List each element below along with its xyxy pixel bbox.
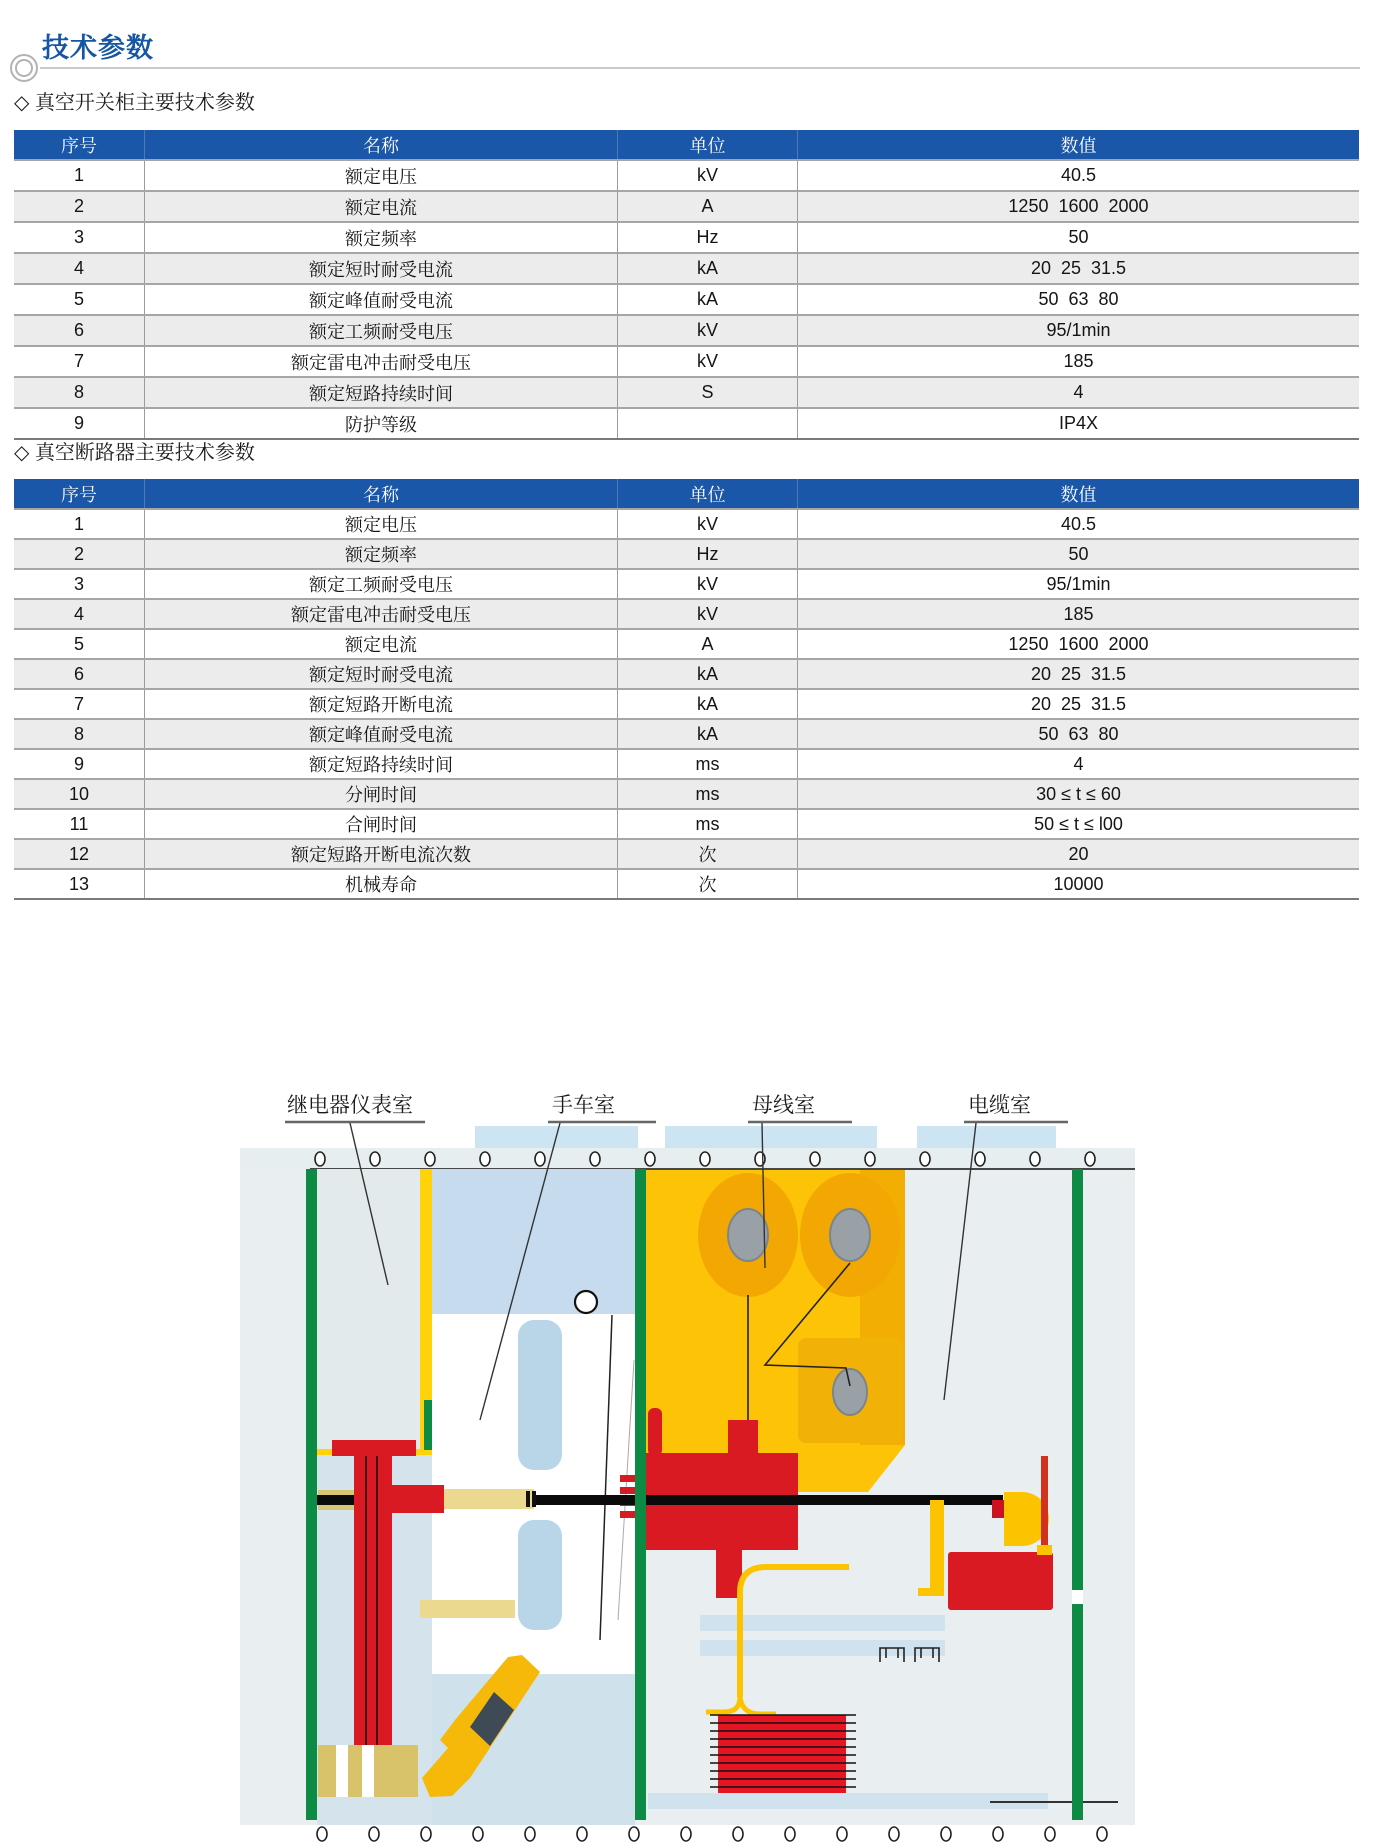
column-header: 序号 [14,479,145,509]
table-cell: 1250 1600 2000 [798,629,1360,659]
svg-text:母线室: 母线室 [752,1094,815,1117]
table-cell: 10 [14,779,145,809]
bottom-bolt-row [317,1827,1107,1841]
table-row [14,222,1359,253]
table-cell: 20 25 31.5 [798,253,1360,284]
svg-text:电缆室: 电缆室 [968,1094,1031,1117]
table-cell: kV [618,599,798,629]
table-cell: 3 [14,222,145,253]
table-cell: 50 ≤ t ≤ l00 [798,809,1360,839]
table-row [14,779,1359,809]
table-cell: 20 [798,839,1360,869]
table-cell: 185 [798,346,1360,377]
table-cell: 2 [14,539,145,569]
table-cell: A [618,191,798,222]
table-cell: 5 [14,284,145,315]
table-cell: kA [618,284,798,315]
table-cell: S [618,377,798,408]
section-heading-switchgear: ◇ 真空开关柜主要技术参数 [14,92,255,114]
table-row [14,869,1359,899]
table-row [14,539,1359,569]
table-row [14,315,1359,346]
table-cell: 额定电压 [145,160,618,191]
table-cell: 次 [618,839,798,869]
table-cell: 50 63 80 [798,719,1360,749]
table-cell: 6 [14,315,145,346]
table-cell: 2 [14,191,145,222]
table-row [14,160,1359,191]
busbar-bushing-1 [698,1173,798,1297]
table-cell: 13 [14,869,145,899]
table-cell: kV [618,315,798,346]
table-row [14,191,1359,222]
table-cell: kA [618,659,798,689]
table-row [14,346,1359,377]
table-cell: 5 [14,629,145,659]
table-cell: 额定雷电冲击耐受电压 [145,346,618,377]
ring-decoration-inner-icon [15,59,33,77]
table-cell: Hz [618,222,798,253]
table-row [14,377,1359,408]
table-cell: kA [618,253,798,284]
table-cell: ms [618,749,798,779]
table-cell: IP4X [798,408,1360,439]
table-cell: kV [618,160,798,191]
table-cell: 20 25 31.5 [798,689,1360,719]
switchgear-params-table [14,130,1359,440]
table-row [14,749,1359,779]
table-cell: Hz [618,539,798,569]
table-cell: 95/1min [798,569,1360,599]
table-cell: 20 25 31.5 [798,659,1360,689]
table-cell: 1250 1600 2000 [798,191,1360,222]
table-cell: 额定频率 [145,539,618,569]
section-heading-breaker: ◇ 真空断路器主要技术参数 [14,442,255,464]
table-row [14,659,1359,689]
handcart-port-hole [575,1291,597,1313]
table-cell: 12 [14,839,145,869]
table-cell: 额定短时耐受电流 [145,253,618,284]
table-cell: 4 [14,253,145,284]
busbar-compartment [646,1170,905,1492]
table-cell: 8 [14,719,145,749]
table-cell: 额定频率 [145,222,618,253]
table-cell: 50 [798,539,1360,569]
table-row [14,839,1359,869]
table-cell: 50 63 80 [798,284,1360,315]
table-cell: 额定短路开断电流 [145,689,618,719]
table-header-row [14,479,1359,509]
table-row [14,569,1359,599]
busbar-bushing-2 [800,1173,900,1297]
table-row [14,809,1359,839]
column-header: 数值 [798,130,1360,160]
table-row [14,629,1359,659]
table-row [14,509,1359,539]
table-cell: 3 [14,569,145,599]
table-cell: 9 [14,408,145,439]
page-title: 技术参数 [42,33,154,63]
table-cell: kA [618,719,798,749]
table-row [14,284,1359,315]
table-cell: 4 [14,599,145,629]
table-cell: 额定电压 [145,509,618,539]
switchgear-cross-section-diagram [0,900,1373,1848]
table-cell: 4 [798,377,1360,408]
table-cell: 8 [14,377,145,408]
table-cell: kV [618,509,798,539]
table-cell [618,408,798,439]
table-cell: 额定雷电冲击耐受电压 [145,599,618,629]
title-divider [0,54,1373,84]
table-cell: kV [618,569,798,599]
table-header-row [14,130,1359,160]
divider-line [40,67,1360,69]
table-cell: ms [618,779,798,809]
table-cell: 合闸时间 [145,809,618,839]
table-cell: 额定电流 [145,191,618,222]
table-cell: 40.5 [798,160,1360,191]
table-row [14,253,1359,284]
table-cell: 防护等级 [145,408,618,439]
table-cell: 1 [14,509,145,539]
table-cell: 额定短路开断电流次数 [145,839,618,869]
breaker-params-table [14,479,1359,900]
column-header: 单位 [618,130,798,160]
table-cell: 额定峰值耐受电流 [145,284,618,315]
table-cell: 11 [14,809,145,839]
table-cell: 50 [798,222,1360,253]
table-cell: 额定峰值耐受电流 [145,719,618,749]
table-cell: 7 [14,689,145,719]
table-row [14,689,1359,719]
top-bolt-row [315,1152,1095,1166]
table-cell: kV [618,346,798,377]
table-cell: 额定短时耐受电流 [145,659,618,689]
busbar-bushing-3 [798,1338,903,1443]
table-cell: 30 ≤ t ≤ 60 [798,779,1360,809]
table-cell: 额定电流 [145,629,618,659]
table-cell: 6 [14,659,145,689]
table-cell: ms [618,809,798,839]
table-cell: 1 [14,160,145,191]
table-cell: 10000 [798,869,1360,899]
column-header: 名称 [145,130,618,160]
table-cell: 185 [798,599,1360,629]
table-cell: 分闸时间 [145,779,618,809]
column-header: 单位 [618,479,798,509]
table-cell: 额定工频耐受电压 [145,315,618,346]
svg-text:继电器仪表室: 继电器仪表室 [287,1094,413,1117]
table-cell: A [618,629,798,659]
table-cell: 95/1min [798,315,1360,346]
table-row [14,599,1359,629]
table-cell: 次 [618,869,798,899]
table-cell: 额定工频耐受电压 [145,569,618,599]
table-cell: 40.5 [798,509,1360,539]
table-row [14,408,1359,439]
table-cell: kA [618,689,798,719]
column-header: 名称 [145,479,618,509]
table-cell: 机械寿命 [145,869,618,899]
table-row [14,719,1359,749]
svg-text:手车室: 手车室 [552,1094,615,1117]
table-cell: 额定短路持续时间 [145,377,618,408]
table-cell: 9 [14,749,145,779]
column-header: 数值 [798,479,1360,509]
table-cell: 额定短路持续时间 [145,749,618,779]
table-cell: 7 [14,346,145,377]
column-header: 序号 [14,130,145,160]
table-cell: 4 [798,749,1360,779]
